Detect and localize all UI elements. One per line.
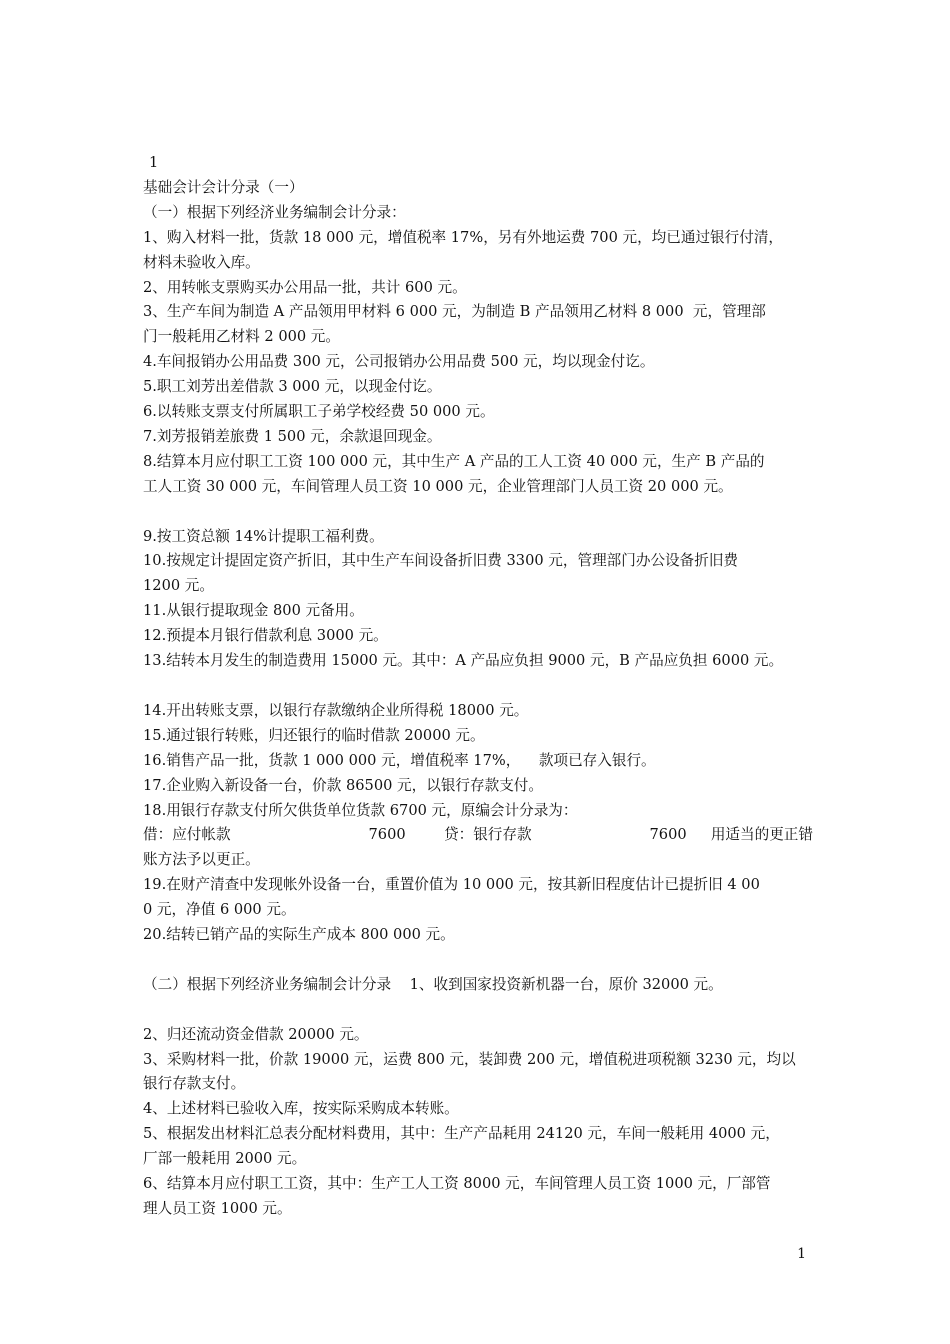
entry-tail-text: 用适当的更正错: [710, 826, 813, 844]
text-line: 12.预提本月银行借款利息 3000 元。: [143, 627, 388, 645]
text-line: 4.车间报销办公用品费 300 元，公司报销办公用品费 500 元，均以现金付讫。: [143, 353, 655, 371]
text-line: 5.职工刘芳出差借款 3 000 元，以现金付讫。: [143, 378, 442, 396]
text-line: 材料未验收入库。: [143, 253, 260, 271]
text-line: 工人工资 30 000 元，车间管理人员工资 10 000 元，企业管理部门人员工资 20 000 元。: [143, 477, 733, 495]
text-block-2: [143, 848, 813, 1222]
text-line: 理人员工资 1000 元。: [143, 1200, 292, 1217]
credit-label: 贷：银行存款: [444, 826, 532, 844]
text-line: 15.通过银行转账，归还银行的临时借款 20000 元。: [143, 726, 485, 744]
text-line: 2、用转帐支票购买办公用品一批，共计 600 元。: [143, 278, 467, 296]
text-line: （二）根据下列经济业务编制会计分录 1、收到国家投资新机器一台，原价 32000 元。: [143, 975, 723, 993]
text-line: 6.以转账支票支付所属职工子弟学校经费 50 000 元。: [143, 403, 495, 421]
page-footer-number: 1: [797, 1246, 806, 1262]
text-line: 16.销售产品一批，货款 1 000 000 元，增值税率 17%， 款项已存入银行。: [143, 751, 656, 769]
journal-entry-row: [143, 823, 813, 848]
text-line: 0 元，净值 6 000 元。: [143, 901, 296, 919]
debit-amount: 7600: [368, 826, 406, 844]
blank-line: [143, 674, 813, 699]
text-line: 账方法予以更正。: [143, 851, 260, 869]
blank-line: [143, 998, 813, 1023]
text-line: 门一般耗用乙材料 2 000 元。: [143, 328, 340, 346]
text-line: （一）根据下列经济业务编制会计分录：: [143, 203, 406, 221]
text-block-1: [143, 176, 813, 824]
text-line: 基础会计会计分录（一）: [143, 178, 304, 196]
text-line: 11.从银行提取现金 800 元备用。: [143, 602, 364, 620]
credit-amount: 7600: [649, 826, 687, 844]
text-line: 18.用银行存款支付所欠供货单位货款 6700 元，原编会计分录为：: [143, 801, 578, 819]
text-line: 银行存款支付。: [143, 1075, 246, 1093]
page-top-number: 1: [149, 154, 159, 171]
blank-line: [143, 948, 813, 973]
text-line: 5、根据发出材料汇总表分配材料费用，其中：生产产品耗用 24120 元，车间一般耗用 4000 元，: [143, 1125, 780, 1143]
text-line: 17.企业购入新设备一台，价款 86500 元，以银行存款支付。: [143, 776, 543, 794]
text-line: 4、上述材料已验收入库，按实际采购成本转账。: [143, 1100, 459, 1118]
debit-label: 借：应付帐款: [143, 826, 231, 844]
text-line: 厂部一般耗用 2000 元。: [143, 1150, 307, 1168]
text-line: 19.在财产清查中发现帐外设备一台，重置价值为 10 000 元，按其新旧程度估计已提折旧 4 00: [143, 876, 760, 894]
text-line: 1、购入材料一批，货款 18 000 元，增值税率 17%，另有外地运费 700 元，均已通过银行付清，: [143, 228, 784, 246]
text-line: 7.刘芳报销差旅费 1 500 元，余款退回现金。: [143, 427, 442, 445]
text-line: 2、归还流动资金借款 20000 元。: [143, 1025, 369, 1043]
text-line: 3、生产车间为制造 A 产品领用甲材料 6 000 元，为制造 B 产品领用乙材料 8 000 元，管理部: [143, 303, 766, 321]
text-line: 13.结转本月发生的制造费用 15000 元。其中：A 产品应负担 9000 元，B 产品应负担 6000 元。: [143, 652, 784, 670]
text-line: 10.按规定计提固定资产折旧，其中生产车间设备折旧费 3300 元，管理部门办公设备折旧费: [143, 552, 739, 570]
text-line: 1200 元。: [143, 577, 214, 595]
text-line: 14.开出转账支票，以银行存款缴纳企业所得税 18000 元。: [143, 701, 529, 719]
text-line: 8.结算本月应付职工工资 100 000 元，其中生产 A 产品的工人工资 40 000 元，生产 B 产品的: [143, 452, 765, 470]
text-line: 3、采购材料一批，价款 19000 元，运费 800 元，装卸费 200 元，增值税进项税额 3230 元，均以: [143, 1050, 796, 1068]
blank-line: [143, 500, 813, 525]
text-line: 20.结转已销产品的实际生产成本 800 000 元。: [143, 926, 455, 944]
text-line: 6、结算本月应付职工工资，其中：生产工人工资 8000 元，车间管理人员工资 1000 元，厂部管: [143, 1175, 771, 1193]
document-body: [143, 151, 813, 1222]
text-line: 9.按工资总额 14%计提职工福利费。: [143, 527, 384, 545]
